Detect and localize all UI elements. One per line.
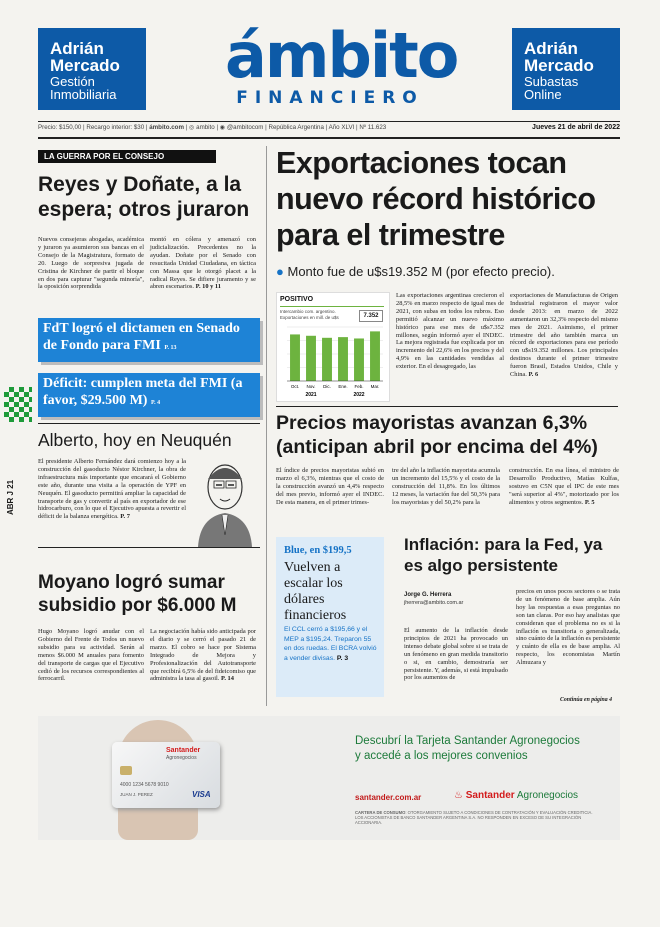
story3-col2 xyxy=(150,628,256,683)
card-sub: Agronegocios xyxy=(166,755,197,761)
dollar-body-text: El CCL cerró a $195,66 y el MEP a $195,24. Treparon 55 en dos ruedas. El BCRA volvió a vender divisas. xyxy=(284,626,377,662)
story2-body xyxy=(38,458,186,521)
story2-headline[interactable]: Alberto, hoy en Neuquén xyxy=(38,430,232,450)
banner-fdt-dictamen[interactable] xyxy=(38,318,260,362)
ad-line2: Online xyxy=(524,87,562,102)
lead-col2 xyxy=(510,292,618,379)
masthead-subtitle: FINANCIERO xyxy=(236,88,424,108)
divider-prices xyxy=(276,406,618,407)
dollar-kicker: Blue, en $199,5 xyxy=(284,545,352,556)
card-number: 4000 1234 5678 9010 xyxy=(120,782,169,788)
story1-ref[interactable]: P. 10 y 11 xyxy=(195,283,221,291)
story1-col2 xyxy=(150,236,256,291)
ad-url[interactable]: santander.com.ar xyxy=(355,793,422,802)
fed-headline[interactable]: Inflación: para la Fed, ya es algo persistente xyxy=(404,535,603,575)
banner1-ref: P. 13 xyxy=(164,345,177,351)
ad-legal-title: CARTERA DE CONSUMO xyxy=(355,810,406,815)
twitter-icon: ◉ xyxy=(219,124,226,131)
chart-bar xyxy=(354,338,364,381)
prices-col3 xyxy=(509,467,619,507)
chart-bar xyxy=(306,336,316,381)
instagram-icon: ◎ xyxy=(189,124,195,131)
story3-col2-text: La negociación había sido anticipada por el diario y se cerró el pasado 21 de marzo. El cobro se hace por Sistema Integrado de Mejora y Profesionalización del Autotransporte que recibirá 6,5% de del fideicomiso que administra la tasa al gasoil. xyxy=(150,628,256,683)
ad-line2: y accedé a los mejores convenios xyxy=(355,750,528,762)
section-tag: LA GUERRA POR EL CONSEJO xyxy=(38,150,216,163)
issue-text: Año XLVI | Nº 11.623 xyxy=(328,124,387,131)
site-link[interactable]: ámbito.com xyxy=(149,124,184,131)
chart-plot xyxy=(277,323,389,401)
chart-annotation: 7.352 xyxy=(359,310,383,322)
fed-col1: El aumento de la inflación desde principios de 2021 ha provocado un intenso debate global sobre si se trata de un fenómeno en gran medida transitorio o si, en cambio, demostraría ser persistente. Y, además, si está impulsado por los aumentos de xyxy=(404,627,508,682)
portrait-illustration xyxy=(190,457,260,547)
fed-email[interactable]: jherrera@ambito.com.ar xyxy=(404,600,464,606)
chart-bar xyxy=(370,331,380,381)
lead-headline[interactable]: Exportaciones tocan nuevo récord histórico para el trimestre xyxy=(276,146,596,252)
lead-col2-text: exportaciones de Manufacturas de Origen Industrial registraron el mayor valor desde 2013: en marzo de 2022 aumentaron un 32,3% respecto del mismo mes de 2021. Asimismo, el primer trimestre del año también marca un récord de exportaciones para ese período con u$s19.352 millones. Los principales destinos durante el primer trimestre fueron Brasil, Estados Unidos, Chile y China. xyxy=(510,292,618,379)
dollar-ref[interactable]: P. 3 xyxy=(336,654,349,662)
ad-line1: Descubrí la Tarjeta Santander Agronegocios xyxy=(355,735,580,747)
story3-col1: Hugo Moyano logró anudar con el Gobierno del Frente de Todos un nuevo subsidio para su actividad. Serán al menos $6.000 M anuales para fomento del transporte de cargas que el Ejecutivo cedió de los recursos correspondientes al ferrocarril. xyxy=(38,628,144,683)
social-handle-1[interactable]: ambito xyxy=(196,124,215,131)
fed-continue[interactable]: Continúa en página 4 xyxy=(560,697,613,703)
ad-legal: CARTERA DE CONSUMO: OTORGAMIENTO SUJETO A CONDICIONES DE CONTRATACIÓN Y EVALUACIÓN CREDITICIA. LOS ACCIONISTAS DE BANCO SANTANDER ARGENTINA S.A. NO RESPONDEN EN EXCESO DE SU INTEGRACIÓN ACCIONARIA. xyxy=(355,810,593,825)
story1-col2-text: montó en cólera y amenazó con judicialización. Precedentes no la ayudan. Doñate por el Senado con resucitada Unidad Ciudadana, en táctica con Massa que le otorgó placet a la radical Reyes. Se difiere juramento y se abren escenarios. xyxy=(150,236,256,291)
column-divider xyxy=(266,146,267,706)
ad-brand-name: Adrián Mercado xyxy=(524,39,594,75)
banner2-ref: P. 4 xyxy=(150,400,161,406)
qr-pattern-icon xyxy=(4,387,32,422)
chart-tick-label: Nov. xyxy=(306,384,316,389)
story2-ref[interactable]: P. 7 xyxy=(120,513,130,521)
card-network: VISA xyxy=(192,790,211,799)
prices-col2: tre del año la inflación mayorista acumula un incremento del 15,5% y el costo de la construcción del 11,8%. En los últimos 12 meses, la variación fue del 50,3% para los mayoristas y del 50,2% para la xyxy=(392,467,500,506)
chart-year-label: 2021 xyxy=(305,392,317,398)
lead-deck xyxy=(276,264,616,279)
chart-tick-label: Dic. xyxy=(323,384,331,389)
lead-col1: Las exportaciones argentinas crecieron el 28,5% en marzo respecto de igual mes de 2021, con subas en todos los rubros. Eso permitió alcanzar un nuevo máximo histórico para ese mes de u$s7.352 millones, según informó ayer el INDEC. La mejora registrada fue explicada por un incremento del 22,6% en los precios y del 4,9% en las cantidades vendidas al exterior. En el desagregado, las xyxy=(396,292,504,371)
bullet-icon: ● xyxy=(276,264,284,279)
info-line: Precio: $150,00 | Recargo interior: $30 | ámbito.com | ◎ ambito | ◉ @ambitocom | República Argentina | Año XLVI | Nº 11.623 Jueves 21 de abril de 2022 xyxy=(38,124,620,131)
prices-headline[interactable]: Precios mayoristas avanzan 6,3% (anticipan abril por encima del 4%) xyxy=(276,412,598,458)
banner-deficit-fmi[interactable] xyxy=(38,373,260,417)
social-handle-2[interactable]: @ambitocom xyxy=(226,124,264,131)
side-date: ABR J 21 xyxy=(6,479,15,515)
ad-adrian-mercado-gestion[interactable] xyxy=(38,28,146,110)
dollar-body xyxy=(284,625,380,663)
fed-col2: precios en unos pocos sectores o se trata de un fenómeno de base amplia. Aún hoy las respuestas a esas preguntas no son tan claras. Por eso hay analistas que consideran que el problema no es si la inflación es transitoria o generalizada, sino cuánto de la inflación es persistente y cuánto de ella es de base amplia. Al respecto, los economistas Martín Almuzara y xyxy=(516,588,620,667)
fed-author: Jorge G. Herrera xyxy=(404,592,452,598)
prices-ref[interactable]: P. 5 xyxy=(584,498,595,506)
lead-ref[interactable]: P. 6 xyxy=(528,371,539,379)
chart-tick-label: Feb. xyxy=(354,384,364,389)
issue-date: Jueves 21 de abril de 2022 xyxy=(532,124,620,131)
header-rule-bottom xyxy=(38,137,620,139)
ad-line1: Gestión xyxy=(50,74,95,89)
story3-headline[interactable]: Moyano logró sumar subsidio por $6.000 M xyxy=(38,572,237,616)
dollar-box[interactable] xyxy=(276,537,384,697)
banner1-text: FdT logró el dictamen en Senado de Fondo para FMI xyxy=(43,321,240,353)
chip-icon xyxy=(120,766,132,775)
chart-title-rule xyxy=(280,306,384,307)
ad-line2: Inmobiliaria xyxy=(50,87,117,102)
ad-brand xyxy=(454,790,578,801)
price-text: Precio: $150,00 | Recargo interior: $30 xyxy=(38,124,145,131)
bottom-ad[interactable] xyxy=(38,716,620,840)
story1-col1: Nuevos consejeras abogadas, académica y juraron ya asumieron sus bancas en el Consejo de la Magistratura, formato de 20. Luego de sorpresiva jugada de Cristina de Kirchner de partir el bloque en dos para capturar "segunda minoría", la oposición sorprendida xyxy=(38,236,144,291)
ad-adrian-mercado-subastas[interactable] xyxy=(512,28,620,110)
prices-col1: El índice de precios mayoristas subió en marzo el 6,3%, mientras que el costo de la construcción avanzó un 4,4% respecto del mes previo, informó ayer el INDEC. De esta manera, en el primer trimes- xyxy=(276,467,384,506)
chart-year-label: 2022 xyxy=(353,392,365,398)
chart-bar xyxy=(290,334,300,381)
header-rule-top xyxy=(38,121,620,122)
chart-tick-label: Oct. xyxy=(290,384,300,389)
prices-col3-text: construcción. En esa línea, el ministro de Desarrollo Productivo, Matías Kulfas, sostuvo en C5N que el IPC de este mes "será superior al 4%", motorizado por los alimentos y otros segmentos. xyxy=(509,467,619,506)
left-divider xyxy=(38,423,260,424)
story2-text: El presidente Alberto Fernández dará comienzo hoy a la construcción del gasoducto Néstor Kirchner, la obra de infraestructura más importante que encarará el Gobierno este año, durante una visita a la operación de YPF en Neuquén. El gasoducto permitirá ampliar la capacidad de transporte de gas y convertir al país en exportador de ese hidrocarburo, con lo que el Ejecutivo apuesta a revertir el déficit de la balanza energética. xyxy=(38,458,186,521)
lead-deck-text: Monto fue de u$s19.352 M (por efecto precio). xyxy=(287,264,555,279)
chart-bar xyxy=(338,337,348,381)
exports-chart xyxy=(276,292,390,402)
chart-title: POSITIVO xyxy=(280,296,314,303)
country-text: República Argentina xyxy=(268,124,324,131)
ad-line1: Subastas xyxy=(524,74,579,89)
chart-tick-label: Ene. xyxy=(338,384,348,389)
masthead-logo[interactable] xyxy=(225,19,458,114)
ad-brand-name: Adrián Mercado xyxy=(50,39,120,75)
card-name: JUAN J. PEREZ xyxy=(120,792,153,797)
card-image xyxy=(112,742,220,808)
flame-icon: ♨ xyxy=(454,790,463,801)
dollar-headline: Vuelven a escalar los dólares financieros xyxy=(284,560,347,623)
ad-brand2: Agronegocios xyxy=(516,790,579,801)
story1-headline[interactable]: Reyes y Doñate, a la espera; otros juraron xyxy=(38,173,250,221)
chart-tick-label: Mar. xyxy=(370,384,380,389)
story3-ref[interactable]: P. 14 xyxy=(221,675,234,683)
ad-legal-text: OTORGAMIENTO SUJETO A CONDICIONES DE CONTRATACIÓN Y EVALUACIÓN CREDITICIA. LOS ACCIONISTAS DE BANCO SANTANDER ARGENTINA S.A. NO RESPONDEN EN EXCESO DE SU INTEGRACIÓN ACCIONARIA. xyxy=(355,810,593,825)
banner2-text: Déficit: cumplen meta del FMI (a favor, $29.500 M) xyxy=(43,376,243,408)
left-divider-2 xyxy=(38,547,260,548)
masthead-title: ámbito xyxy=(225,19,458,92)
chart-bar xyxy=(322,338,332,381)
ad-brand1: Santander xyxy=(465,790,515,801)
chart-subtitle: Intercambio com. argentino. Exportaciones en mill. de u$s xyxy=(280,309,339,320)
card-brand: Santander xyxy=(166,747,201,754)
